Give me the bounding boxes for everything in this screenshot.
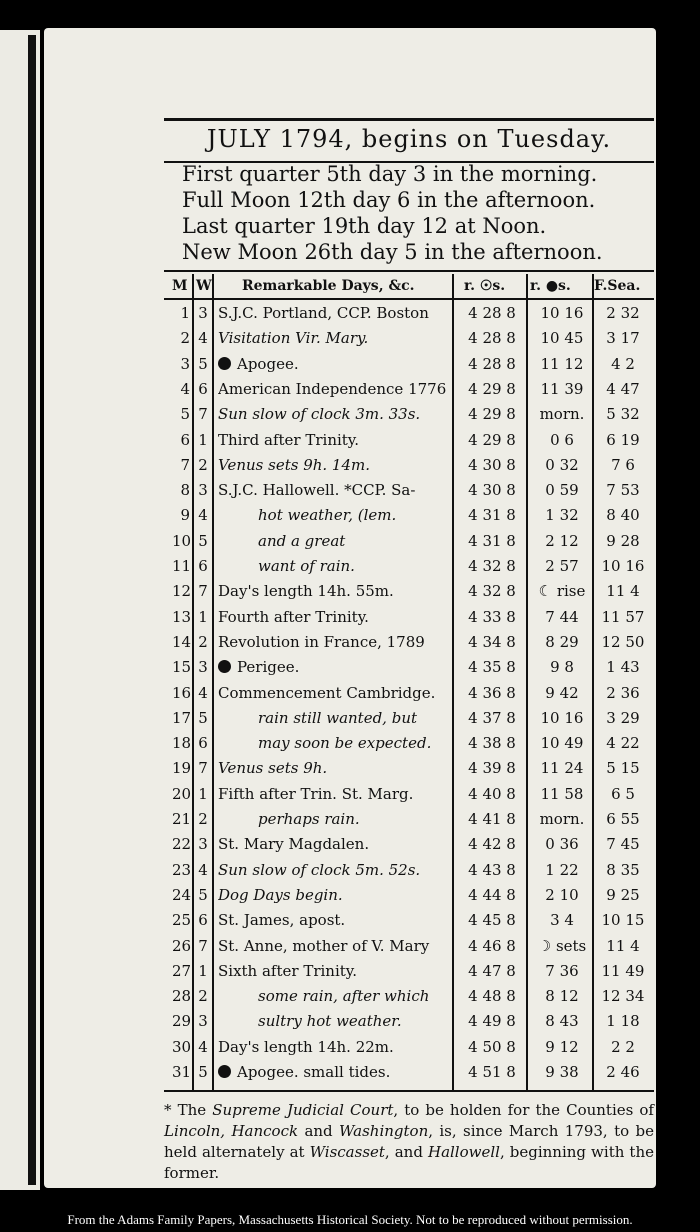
sun-rise-set: 4 43 8 — [468, 860, 516, 879]
table-bottom-rule — [164, 1090, 654, 1092]
day-of-month: 19 — [172, 759, 192, 778]
moon-icon — [218, 357, 231, 370]
moon-rise-set: 3 4 — [550, 911, 574, 930]
note-italic-5: Hallowell — [427, 1143, 500, 1161]
table-row — [164, 329, 654, 353]
day-of-month: 14 — [172, 632, 192, 651]
sun-rise-set: 4 28 8 — [468, 354, 516, 373]
remarkable-day: St. Anne, mother of V. Mary — [218, 936, 430, 955]
full-sea: 6 55 — [606, 810, 640, 828]
sun-rise-set: 4 31 8 — [468, 531, 516, 550]
sun-rise-set: 4 34 8 — [468, 632, 516, 651]
column-divider — [592, 274, 594, 1090]
column-divider — [192, 274, 194, 1090]
table-row — [164, 1012, 654, 1036]
day-of-month: 13 — [172, 607, 192, 626]
sun-rise-set: 4 40 8 — [468, 784, 516, 803]
moon-rise-set: 2 10 — [545, 885, 579, 904]
table-row — [164, 633, 654, 657]
moon-rise-set: 11 12 — [540, 354, 584, 373]
remarkable-day: may soon be expected. — [258, 734, 432, 753]
sun-rise-set: 4 30 8 — [468, 455, 516, 474]
remarkable-day-text: Perigee. — [237, 658, 300, 677]
note-text-5: , and — [384, 1143, 428, 1161]
moon-phase-full: Full Moon 12th day 6 in the afternoon. — [182, 188, 596, 212]
full-sea: 2 36 — [606, 683, 640, 702]
day-of-week: 3 — [198, 835, 208, 854]
col-header-m: M — [172, 278, 188, 294]
full-sea: 4 2 — [611, 354, 635, 373]
moon-rise-set: 1 22 — [545, 860, 579, 879]
table-row — [164, 759, 654, 783]
full-sea: 7 6 — [611, 455, 635, 474]
day-of-month: 2 — [180, 329, 190, 348]
sun-rise-set: 4 48 8 — [468, 987, 516, 1006]
day-of-month: 4 — [180, 379, 190, 398]
remarkable-day: S.J.C. Portland, CCP. Boston — [218, 304, 429, 322]
moon-rise-set: 10 16 — [540, 304, 584, 322]
almanac-frame — [164, 118, 654, 1182]
remarkable-day-text: Apogee. — [237, 354, 299, 373]
header-rule — [164, 298, 654, 300]
sun-rise-set: 4 49 8 — [468, 1012, 516, 1031]
full-sea: 12 34 — [601, 987, 645, 1006]
day-of-week: 7 — [198, 582, 208, 601]
day-of-month: 18 — [172, 734, 192, 753]
table-row — [164, 886, 654, 910]
table-row — [164, 380, 654, 404]
note-italic-1: Supreme Judicial Court — [212, 1101, 394, 1119]
sun-rise-set: 4 28 8 — [468, 329, 516, 348]
table-row — [164, 1038, 654, 1062]
note-text-3: and — [298, 1122, 340, 1140]
remarkable-day: Day's length 14h. 55m. — [218, 582, 394, 601]
day-of-week: 2 — [198, 632, 208, 651]
note-text-4: , is, since March 1793, to be held alternately at — [164, 1122, 654, 1161]
day-of-month: 31 — [172, 1063, 192, 1081]
full-sea: 10 15 — [601, 911, 645, 930]
day-of-month: 9 — [180, 506, 190, 525]
day-of-week: 5 — [198, 531, 208, 550]
book-binding — [28, 35, 36, 1185]
day-of-month: 12 — [172, 582, 192, 601]
moon-rise-set: 8 43 — [545, 1012, 579, 1031]
day-of-month: 29 — [172, 1012, 192, 1031]
remarkable-day: Sun slow of clock 3m. 33s. — [218, 405, 421, 424]
remarkable-day: rain still wanted, but — [258, 708, 418, 727]
remarkable-day: some rain, after which — [258, 987, 430, 1006]
table-row — [164, 810, 654, 834]
day-of-week: 2 — [198, 987, 208, 1006]
full-sea: 4 22 — [606, 734, 640, 753]
day-of-week: 4 — [198, 1037, 208, 1056]
day-of-month: 10 — [172, 531, 192, 550]
table-row — [164, 1063, 654, 1087]
day-of-month: 23 — [172, 860, 192, 879]
moon-rise-set: 7 44 — [545, 607, 579, 626]
moon-phase-last-quarter: Last quarter 19th day 12 at Noon. — [182, 214, 547, 238]
day-of-month: 15 — [172, 658, 192, 677]
remarkable-day: Commencement Cambridge. — [218, 683, 436, 702]
sun-rise-set: 4 29 8 — [468, 379, 516, 398]
remarkable-day — [218, 355, 454, 373]
table-row — [164, 355, 654, 379]
sun-rise-set: 4 31 8 — [468, 506, 516, 525]
remarkable-day: Fifth after Trin. St. Marg. — [218, 784, 414, 803]
sun-rise-set: 4 41 8 — [468, 810, 516, 828]
full-sea: 8 35 — [606, 860, 640, 879]
table-row — [164, 734, 654, 758]
moon-rise-set: 11 58 — [540, 784, 584, 803]
remarkable-day: American Independence 1776 — [218, 379, 447, 398]
moon-rise-set: 10 16 — [540, 708, 584, 727]
day-of-month: 21 — [172, 810, 192, 828]
phases-rule — [164, 270, 654, 272]
remarkable-day: Third after Trinity. — [218, 430, 360, 449]
sun-rise-set: 4 37 8 — [468, 708, 516, 727]
day-of-week: 1 — [198, 430, 208, 449]
sun-rise-set: 4 33 8 — [468, 607, 516, 626]
full-sea: 11 4 — [606, 582, 640, 601]
moon-rise-set: 0 32 — [545, 455, 579, 474]
moon-rise-set: morn. — [539, 810, 585, 828]
full-sea: 11 57 — [601, 607, 645, 626]
full-sea: 2 2 — [611, 1037, 635, 1056]
moon-rise-set: 0 6 — [550, 430, 574, 449]
day-of-week: 1 — [198, 607, 208, 626]
court-footnote — [164, 1100, 654, 1184]
table-row — [164, 785, 654, 809]
full-sea: 9 25 — [606, 885, 640, 904]
full-sea: 4 47 — [606, 379, 640, 398]
col-header-sun: r. ☉s. — [464, 278, 506, 294]
note-italic-3: Washington — [339, 1122, 429, 1140]
moon-phase-new: New Moon 26th day 5 in the afternoon. — [182, 240, 603, 264]
day-of-month: 7 — [180, 455, 190, 474]
moon-rise-set: 1 32 — [545, 506, 579, 525]
almanac-page — [44, 28, 656, 1188]
full-sea: 11 49 — [601, 961, 645, 980]
full-sea: 2 32 — [606, 304, 640, 322]
column-divider — [526, 274, 528, 1090]
day-of-month: 20 — [172, 784, 192, 803]
remarkable-day: St. James, apost. — [218, 911, 346, 930]
table-row — [164, 582, 654, 606]
remarkable-day: Venus sets 9h. — [218, 759, 328, 778]
day-of-week: 4 — [198, 683, 208, 702]
day-of-week: 7 — [198, 405, 208, 424]
remarkable-day: sultry hot weather. — [258, 1012, 402, 1031]
remarkable-day: Revolution in France, 1789 — [218, 632, 425, 651]
table-row — [164, 557, 654, 581]
day-of-month: 30 — [172, 1037, 192, 1056]
table-row — [164, 608, 654, 632]
day-of-week: 2 — [198, 810, 208, 828]
day-of-week: 3 — [198, 481, 208, 500]
moon-rise-set: 0 59 — [545, 481, 579, 500]
sun-rise-set: 4 42 8 — [468, 835, 516, 854]
day-of-month: 25 — [172, 911, 192, 930]
remarkable-day: Day's length 14h. 22m. — [218, 1037, 394, 1056]
moon-rise-set: 9 42 — [545, 683, 579, 702]
sun-rise-set: 4 51 8 — [468, 1063, 516, 1081]
full-sea: 10 16 — [601, 557, 645, 575]
full-sea: 5 32 — [606, 405, 640, 424]
table-row — [164, 835, 654, 859]
page-title: JULY 1794, begins on Tuesday. — [206, 125, 612, 153]
full-sea: 1 18 — [606, 1012, 640, 1031]
day-of-week: 6 — [198, 911, 208, 930]
day-of-week: 7 — [198, 759, 208, 778]
day-of-week: 4 — [198, 329, 208, 348]
day-of-week: 3 — [198, 304, 208, 322]
title-box — [164, 118, 654, 163]
table-row — [164, 506, 654, 530]
table-row — [164, 456, 654, 480]
day-of-month: 28 — [172, 987, 192, 1006]
day-of-week: 4 — [198, 860, 208, 879]
sun-rise-set: 4 28 8 — [468, 304, 516, 322]
remarkable-day: Venus sets 9h. 14m. — [218, 455, 371, 474]
moon-rise-set: 2 12 — [545, 531, 579, 550]
moon-icon — [218, 1065, 231, 1078]
day-of-week: 5 — [198, 1063, 208, 1081]
remarkable-day — [218, 1063, 454, 1081]
note-text-6: , beginning with the former. — [164, 1143, 654, 1182]
col-header-sea: F.Sea. — [594, 278, 641, 294]
table-row — [164, 684, 654, 708]
remarkable-day: Dog Days begin. — [218, 885, 343, 904]
day-of-week: 3 — [198, 658, 208, 677]
table-row — [164, 532, 654, 556]
moon-icon — [218, 660, 231, 673]
remarkable-day: Visitation Vir. Mary. — [218, 329, 369, 348]
full-sea: 11 4 — [606, 936, 640, 955]
table-row — [164, 861, 654, 885]
table-row — [164, 481, 654, 505]
day-of-month: 27 — [172, 961, 192, 980]
day-of-week: 5 — [198, 885, 208, 904]
moon-rise-set: 10 45 — [540, 329, 584, 348]
full-sea: 7 53 — [606, 481, 640, 500]
sun-rise-set: 4 39 8 — [468, 759, 516, 778]
day-of-week: 7 — [198, 936, 208, 955]
remarkable-day: Fourth after Trinity. — [218, 607, 369, 626]
full-sea: 6 19 — [606, 430, 640, 449]
col-header-moon: r. ●s. — [530, 278, 571, 294]
day-of-month: 11 — [172, 557, 192, 575]
day-of-month: 3 — [180, 354, 190, 373]
day-of-month: 16 — [172, 683, 192, 702]
moon-rise-set: ☾ rise — [538, 582, 586, 601]
remarkable-day: St. Mary Magdalen. — [218, 835, 370, 854]
remarkable-day: Sixth after Trinity. — [218, 961, 358, 980]
column-divider — [452, 274, 454, 1090]
table-row — [164, 431, 654, 455]
day-of-month: 8 — [180, 481, 190, 500]
remarkable-day: want of rain. — [258, 557, 355, 575]
sun-rise-set: 4 47 8 — [468, 961, 516, 980]
note-text-2: , to be holden for the Counties of — [393, 1101, 654, 1119]
moon-rise-set: 0 36 — [545, 835, 579, 854]
day-of-month: 24 — [172, 885, 192, 904]
moon-rise-set: 8 12 — [545, 987, 579, 1006]
col-header-remarkable: Remarkable Days, &c. — [242, 278, 415, 294]
sun-rise-set: 4 35 8 — [468, 658, 516, 677]
day-of-week: 1 — [198, 784, 208, 803]
col-header-w: W — [196, 278, 212, 294]
moon-rise-set: 11 24 — [540, 759, 584, 778]
day-of-month: 5 — [180, 405, 190, 424]
moon-rise-set: morn. — [539, 405, 585, 424]
full-sea: 6 5 — [611, 784, 635, 803]
day-of-week: 5 — [198, 708, 208, 727]
moon-rise-set: 7 36 — [545, 961, 579, 980]
day-of-month: 22 — [172, 835, 192, 854]
moon-rise-set: 2 57 — [545, 557, 579, 575]
note-text-1: * The — [164, 1101, 213, 1119]
day-of-month: 1 — [180, 304, 190, 322]
moon-rise-set: 9 12 — [545, 1037, 579, 1056]
day-of-week: 6 — [198, 379, 208, 398]
moon-rise-set: 8 29 — [545, 632, 579, 651]
sun-rise-set: 4 50 8 — [468, 1037, 516, 1056]
sun-rise-set: 4 30 8 — [468, 481, 516, 500]
sun-rise-set: 4 36 8 — [468, 683, 516, 702]
remarkable-day: and a great — [258, 531, 346, 550]
day-of-week: 6 — [198, 734, 208, 753]
table-row — [164, 987, 654, 1011]
moon-rise-set: 9 38 — [545, 1063, 579, 1081]
sun-rise-set: 4 32 8 — [468, 582, 516, 601]
day-of-month: 6 — [180, 430, 190, 449]
full-sea: 1 43 — [606, 658, 640, 677]
day-of-week: 6 — [198, 557, 208, 575]
full-sea: 5 15 — [606, 759, 640, 778]
table-row — [164, 658, 654, 682]
remarkable-day: hot weather, (lem. — [258, 506, 397, 525]
sun-rise-set: 4 44 8 — [468, 885, 516, 904]
note-italic-2: Lincoln, Hancock — [164, 1122, 299, 1140]
remarkable-day: perhaps rain. — [258, 810, 360, 828]
table-row — [164, 405, 654, 429]
full-sea: 7 45 — [606, 835, 640, 854]
full-sea: 12 50 — [601, 632, 645, 651]
table-row — [164, 962, 654, 986]
moon-phase-first-quarter: First quarter 5th day 3 in the morning. — [182, 162, 598, 186]
table-row — [164, 937, 654, 961]
full-sea: 3 29 — [606, 708, 640, 727]
remarkable-day-text: Apogee. small tides. — [237, 1063, 391, 1081]
day-of-week: 4 — [198, 506, 208, 525]
table-row — [164, 911, 654, 935]
day-of-month: 17 — [172, 708, 192, 727]
remarkable-day: S.J.C. Hallowell. *CCP. Sa- — [218, 481, 416, 500]
table-row — [164, 304, 654, 328]
day-of-week: 1 — [198, 961, 208, 980]
full-sea: 2 46 — [606, 1063, 640, 1081]
moon-rise-set: 10 49 — [540, 734, 584, 753]
sun-rise-set: 4 46 8 — [468, 936, 516, 955]
column-divider — [212, 274, 214, 1090]
sun-rise-set: 4 38 8 — [468, 734, 516, 753]
sun-rise-set: 4 29 8 — [468, 405, 516, 424]
moon-rise-set: ☽ sets — [537, 936, 587, 955]
remarkable-day — [218, 658, 454, 676]
copyright-footer: From the Adams Family Papers, Massachusetts Historical Society. Not to be reproduced without permission. — [67, 1212, 633, 1227]
sun-rise-set: 4 45 8 — [468, 911, 516, 930]
full-sea: 3 17 — [606, 329, 640, 348]
day-of-month: 26 — [172, 936, 192, 955]
day-of-week: 5 — [198, 354, 208, 373]
moon-rise-set: 9 8 — [550, 658, 574, 677]
sun-rise-set: 4 32 8 — [468, 557, 516, 575]
sun-rise-set: 4 29 8 — [468, 430, 516, 449]
day-of-week: 2 — [198, 455, 208, 474]
remarkable-day: Sun slow of clock 5m. 52s. — [218, 860, 421, 879]
moon-rise-set: 11 39 — [540, 379, 584, 398]
full-sea: 9 28 — [606, 531, 640, 550]
note-italic-4: Wiscasset — [309, 1143, 385, 1161]
day-of-week: 3 — [198, 1012, 208, 1031]
table-row — [164, 709, 654, 733]
full-sea: 8 40 — [606, 506, 640, 525]
